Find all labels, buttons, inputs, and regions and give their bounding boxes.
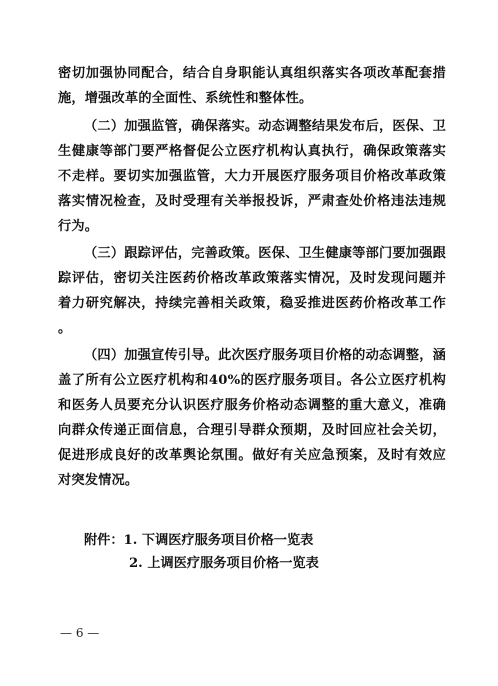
paragraph-publicity: （四）加强宣传引导。此次医疗服务项目价格的动态调整，涵盖了所有公立医疗机构和40%的医疗服务项目。各公立医疗机构和医务人员要充分认识医疗服务价格动态调整的重大意义，准确向群众传递正面信息，合理引导群众预期，及时回应社会关切，促进形成良好的改革舆论氛围。做好有关应急预案，及时有效应对突发情况。 — [58, 348, 446, 488]
paragraph-continuation: 密切加强协同配合，结合自身职能认真组织落实各项改革配套措施，增强改革的全面性、系统性和整体性。 — [58, 66, 446, 106]
paragraph-supervision: （二）加强监管，确保落实。动态调整结果发布后，医保、卫生健康等部门要严格督促公立医疗机构认真执行，确保政策落实不走样。要切实加强监管，大力开展医疗服务项目价格改革政策落实情况检查，及时受理有关举报投诉，严肃查处价格违法违规行为。 — [58, 119, 446, 234]
attachment-line-1: 附件：1. 下调医疗服务项目价格一览表 — [84, 533, 314, 548]
attachment-line-2: 2. 上调医疗服务项目价格一览表 — [129, 556, 319, 571]
paragraph-evaluation: （三）跟踪评估，完善政策。医保、卫生健康等部门要加强跟踪评估，密切关注医药价格改革政策落实情况，及时发现问题并着力研究解决，持续完善相关政策，稳妥推进医药价格改革工作 。 — [58, 246, 446, 336]
page-number: — 6 — — [60, 626, 100, 640]
